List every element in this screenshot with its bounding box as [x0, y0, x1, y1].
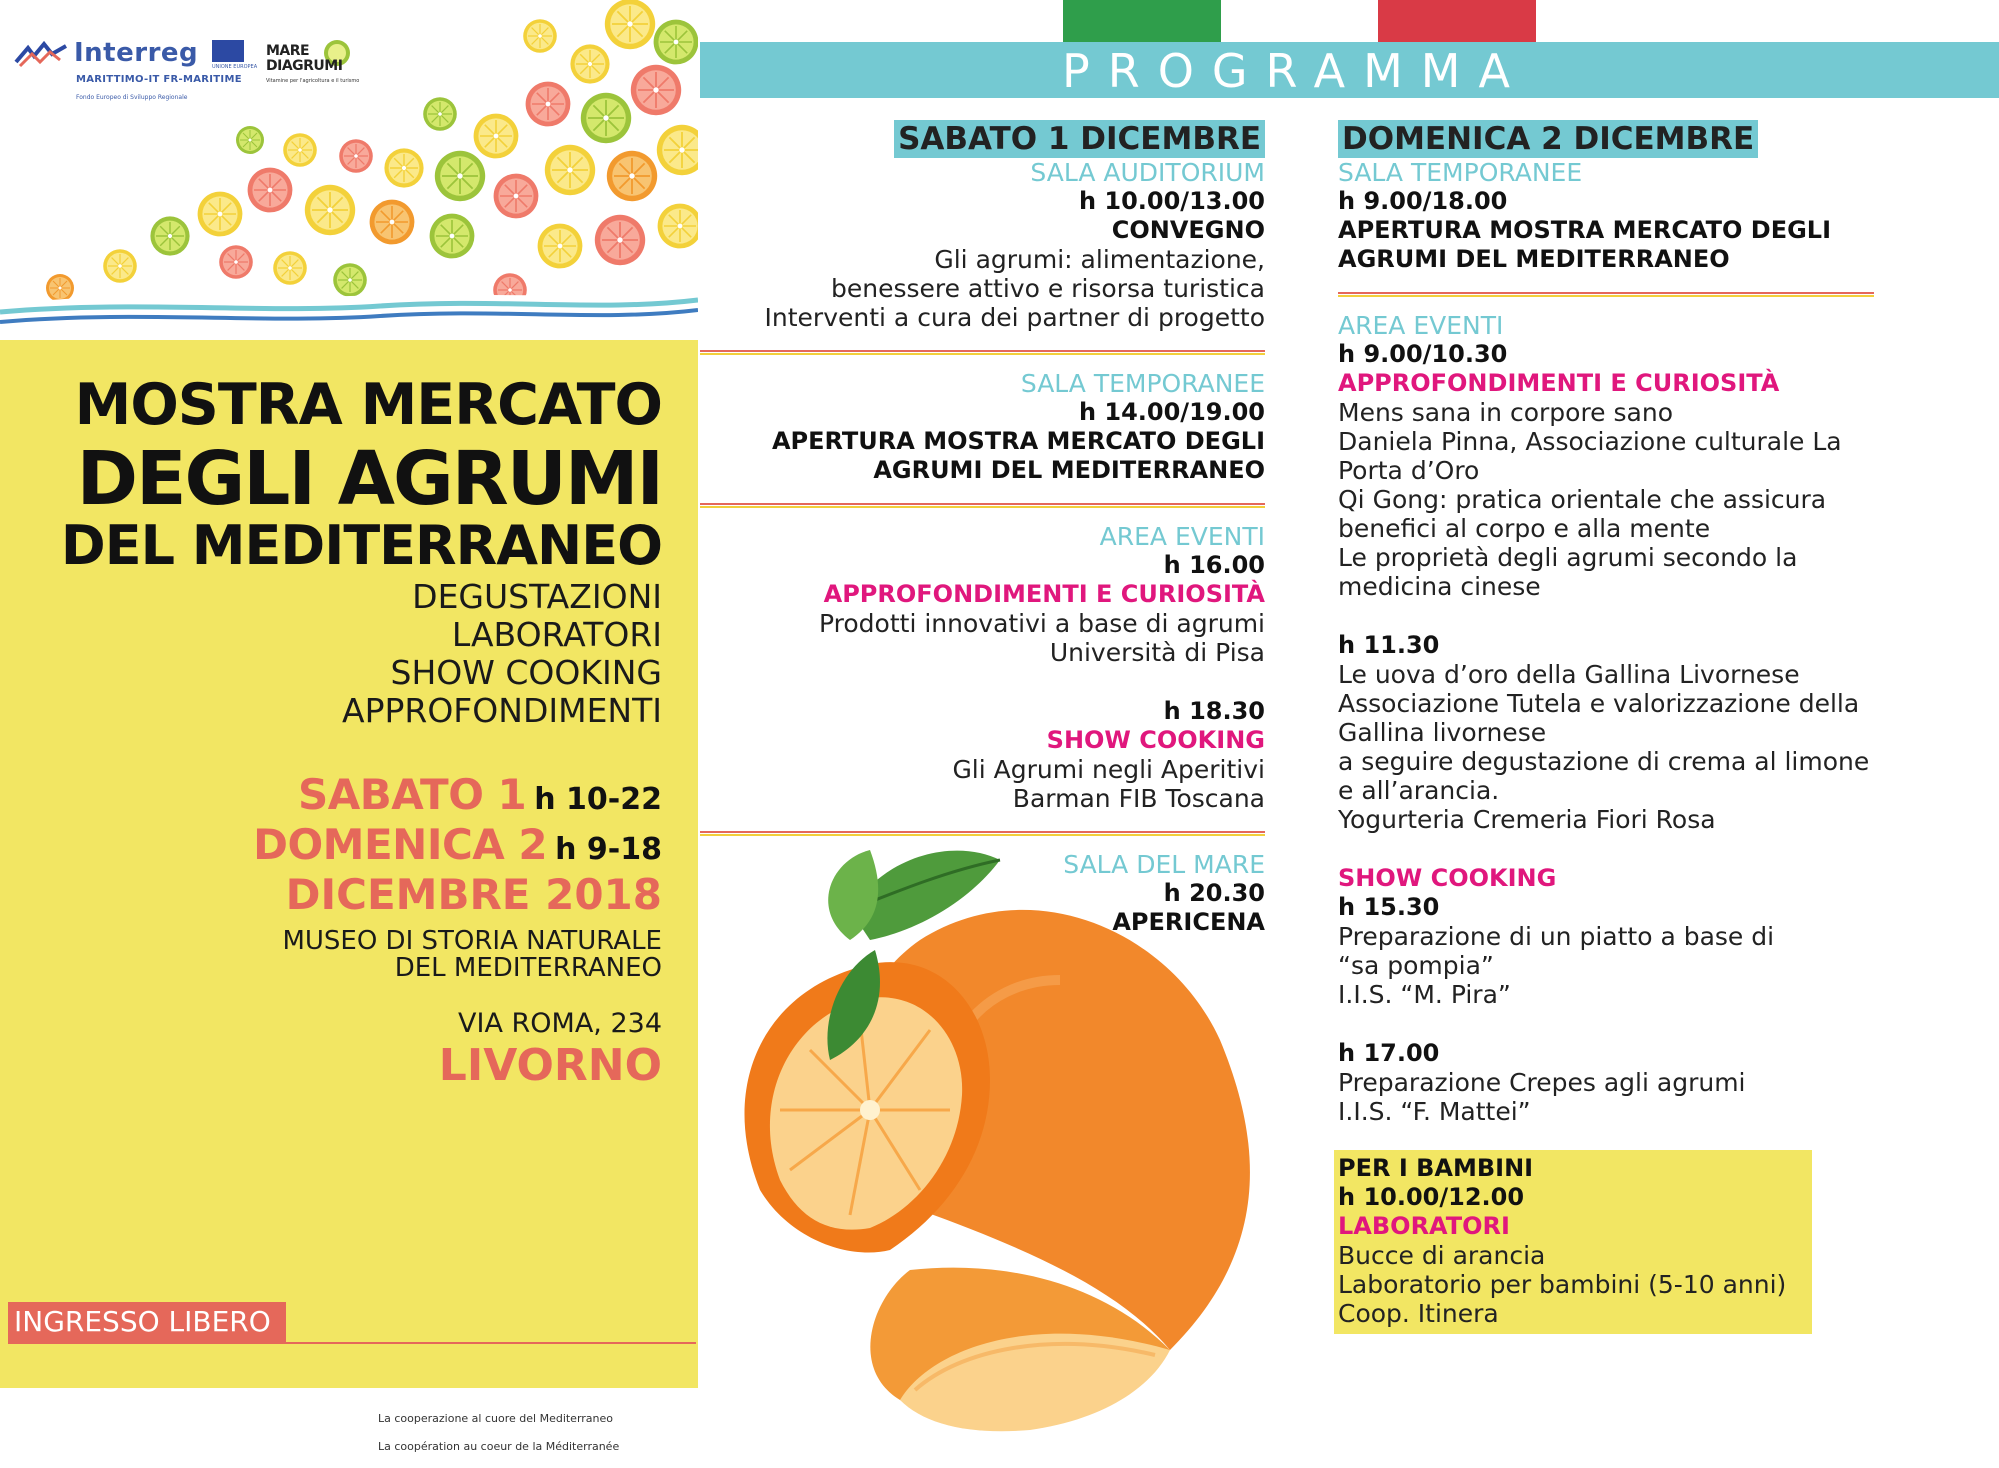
- event-text: “sa pompia”: [1338, 951, 1494, 980]
- event-text: Mens sana in corpore sano: [1338, 398, 1673, 427]
- event-text: benefici al corpo e alla mente: [1338, 514, 1711, 543]
- programme-header-band: [700, 42, 1999, 98]
- event-text: Associazione Tutela e valorizzazione della: [1338, 689, 1860, 718]
- event-text: medicina cinese: [1338, 572, 1541, 601]
- section-divider: [700, 503, 1265, 508]
- event-hour: h 16.00: [1163, 551, 1265, 579]
- eu-flag-icon: [212, 40, 244, 62]
- interreg-fund: Fondo Europeo di Sviluppo Regionale: [76, 94, 188, 101]
- title-line-2: DEGLI AGRUMI: [76, 436, 662, 522]
- event-title: AGRUMI DEL MEDITERRANEO: [1338, 245, 1730, 273]
- event-hour: h 10.00/12.00: [1338, 1183, 1525, 1211]
- event-title: APERTURA MOSTRA MERCATO DEGLI: [771, 427, 1265, 455]
- activity-item: APPROFONDIMENTI: [342, 691, 662, 730]
- event-text: Bucce di arancia: [1338, 1241, 1546, 1270]
- event-title: APERTURA MOSTRA MERCATO DEGLI: [1338, 216, 1832, 244]
- event-text: Università di Pisa: [1049, 638, 1265, 667]
- saturday-heading: SABATO 1 DICEMBRE: [894, 120, 1265, 158]
- event-hour: h 11.30: [1338, 631, 1440, 659]
- mare-di-agrumi-logo: [266, 38, 376, 116]
- event-venue: SALA TEMPORANEE: [1020, 369, 1265, 398]
- event-title: LABORATORI: [1338, 1212, 1510, 1240]
- event-hour: h 10.00/13.00: [1078, 187, 1265, 215]
- free-entry-underline: [8, 1342, 696, 1344]
- section-divider: [1338, 292, 1874, 297]
- event-text: Daniela Pinna, Associazione culturale La: [1338, 427, 1842, 456]
- month-year: DICEMBRE 2018: [285, 870, 662, 919]
- event-text: Gli agrumi: alimentazione,: [934, 245, 1265, 274]
- section-divider: [700, 350, 1265, 355]
- event-hour: h 18.30: [1163, 697, 1265, 725]
- date-saturday: [298, 770, 662, 819]
- day1-label: SABATO 1: [298, 770, 527, 819]
- section-divider: [700, 831, 1265, 836]
- flag-green-stripe: [1063, 0, 1221, 42]
- event-venue: SALA DEL MARE: [1063, 850, 1265, 879]
- event-hour: h 9.00/18.00: [1338, 187, 1508, 215]
- event-text: Preparazione di un piatto a base di: [1338, 922, 1775, 951]
- event-text: a seguire degustazione di crema al limone: [1338, 747, 1870, 776]
- event-text: Barman FIB Toscana: [1012, 784, 1265, 813]
- event-title: SHOW COOKING: [1046, 726, 1265, 754]
- sunday-column: [1338, 120, 1978, 1334]
- coop-slogan-it: La cooperazione al cuore del Mediterraneo: [378, 1412, 614, 1425]
- title-line-1: MOSTRA MERCATO: [74, 372, 662, 438]
- event-text: Coop. Itinera: [1338, 1299, 1499, 1328]
- eu-caption: UNIONE EUROPEA: [212, 64, 258, 70]
- mare-logo-tagline: Vitamine per l'agricoltura e il turismo: [266, 78, 360, 84]
- event-title: SHOW COOKING: [1338, 864, 1557, 892]
- event-hour: h 20.30: [1163, 879, 1265, 907]
- event-hour: h 17.00: [1338, 1039, 1440, 1067]
- event-text: Laboratorio per bambini (5-10 anni): [1338, 1270, 1787, 1299]
- venue-name: MUSEO DI STORIA NATURALE DEL MEDITERRANEO: [282, 926, 662, 983]
- event-title: APPROFONDIMENTI E CURIOSITÀ: [823, 580, 1265, 608]
- event-text: Porta d’Oro: [1338, 456, 1480, 485]
- activity-item: LABORATORI: [451, 615, 662, 654]
- event-hour: h 15.30: [1338, 893, 1440, 921]
- activity-item: SHOW COOKING: [390, 653, 662, 692]
- day2-hours: h 9-18: [555, 832, 662, 867]
- kids-box: [1334, 1150, 1812, 1334]
- poster-panel: [0, 0, 698, 1468]
- event-hour: h 14.00/19.00: [1078, 398, 1265, 426]
- event-title: CONVEGNO: [1111, 216, 1265, 244]
- day2-label: DOMENICA 2: [253, 820, 548, 869]
- interreg-logo: [14, 36, 259, 116]
- interreg-stars-icon: [14, 40, 68, 70]
- event-text: Prodotti innovativi a base di agrumi: [819, 609, 1265, 638]
- event-text: Gli Agrumi negli Aperitivi: [952, 755, 1265, 784]
- event-text: benessere attivo e risorsa turistica: [830, 274, 1265, 303]
- event-text: Interventi a cura dei partner di progetto: [764, 303, 1265, 332]
- event-title: APPROFONDIMENTI E CURIOSITÀ: [1338, 369, 1780, 397]
- event-venue: SALA AUDITORIUM: [1030, 158, 1265, 187]
- venue-city: LIVORNO: [438, 1040, 662, 1091]
- programme-title: PROGRAMMA: [1062, 44, 1528, 98]
- event-text: I.I.S. “F. Mattei”: [1338, 1097, 1531, 1126]
- event-text: Qi Gong: pratica orientale che assicura: [1338, 485, 1827, 514]
- activities-list: [342, 578, 662, 730]
- coop-slogan-fr: La coopération au coeur de la Méditerranée: [378, 1440, 620, 1453]
- kids-title: PER I BAMBINI: [1338, 1154, 1534, 1182]
- event-venue: AREA EVENTI: [1099, 522, 1265, 551]
- event-text: Yogurteria Cremeria Fiori Rosa: [1338, 805, 1716, 834]
- day1-hours: h 10-22: [534, 782, 662, 817]
- event-text: Le proprietà degli agrumi secondo la: [1338, 543, 1798, 572]
- event-text: Le uova d’oro della Gallina Livornese: [1338, 660, 1800, 689]
- event-title: APERICENA: [1112, 908, 1265, 936]
- event-text: I.I.S. “M. Pira”: [1338, 980, 1511, 1009]
- mare-logo-name: MARE DIAGRUMI: [266, 43, 343, 74]
- venue-address: VIA ROMA, 234: [458, 1008, 662, 1039]
- event-venue: SALA TEMPORANEE: [1338, 158, 1583, 187]
- free-entry-badge: INGRESSO LIBERO: [8, 1302, 286, 1342]
- event-text: Preparazione Crepes agli agrumi: [1338, 1068, 1746, 1097]
- interreg-wordmark: Interreg: [74, 38, 199, 68]
- interreg-program: MARITTIMO-IT FR-MARITIME: [76, 74, 242, 85]
- event-text: Gallina livornese: [1338, 718, 1547, 747]
- sunday-heading: DOMENICA 2 DICEMBRE: [1338, 120, 1758, 158]
- event-text: e all’arancia.: [1338, 776, 1500, 805]
- event-venue: AREA EVENTI: [1338, 311, 1504, 340]
- event-hour: h 9.00/10.30: [1338, 340, 1508, 368]
- activity-item: DEGUSTAZIONI: [412, 577, 662, 616]
- event-title: AGRUMI DEL MEDITERRANEO: [873, 456, 1265, 484]
- flag-red-stripe: [1378, 0, 1536, 42]
- date-sunday: [253, 820, 662, 869]
- saturday-column: [700, 120, 1265, 937]
- title-line-3: DEL MEDITERRANEO: [60, 514, 662, 577]
